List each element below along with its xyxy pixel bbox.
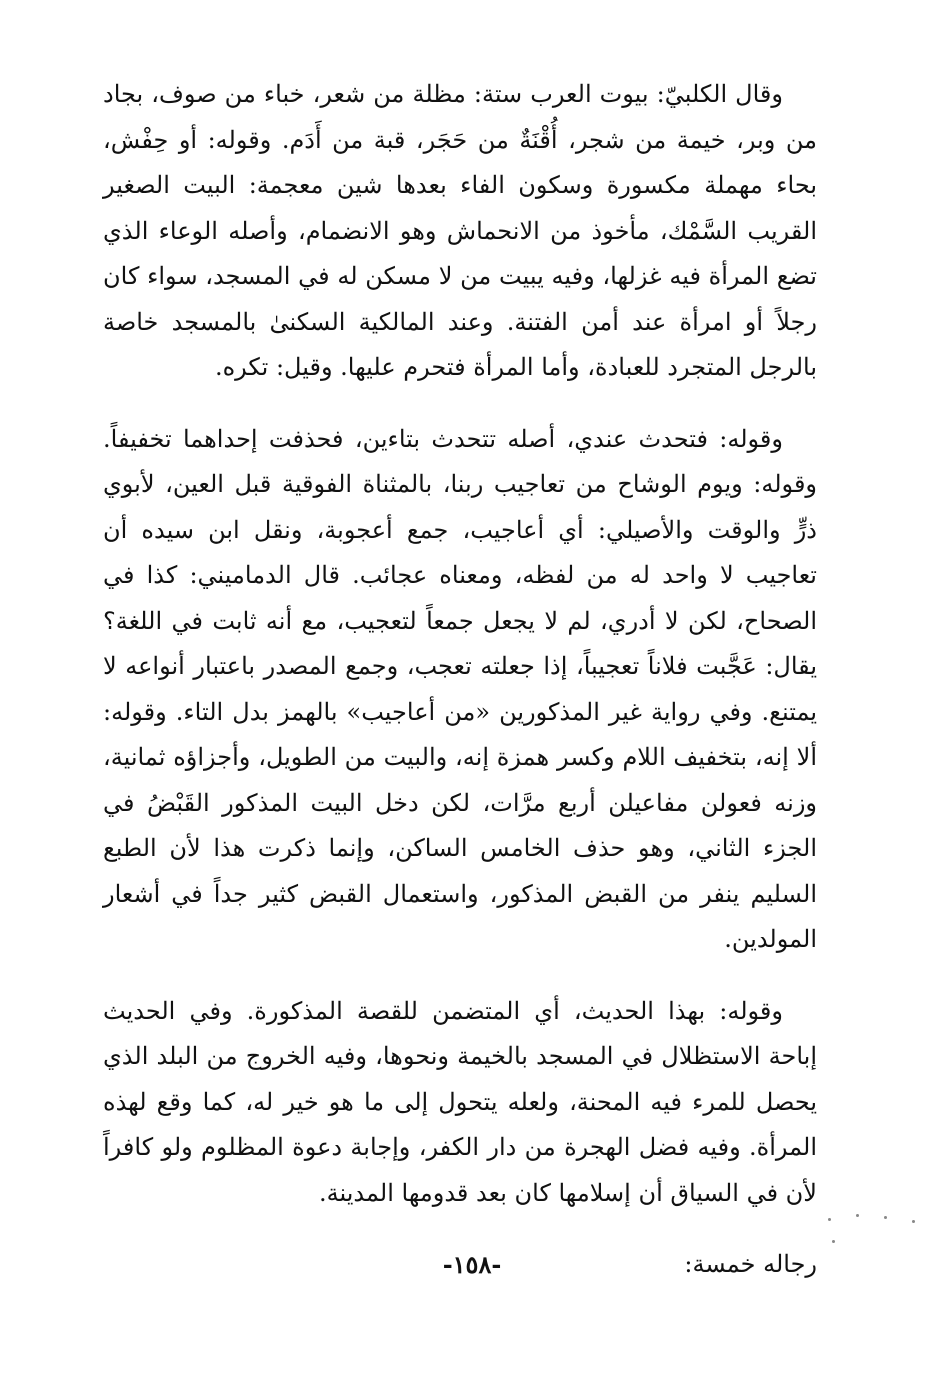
paragraph-tent-types: وقال الكلبيّ: بيوت العرب ستة: مظلة من شعر، خباء من صوف، بجاد من وبر، خيمة من شجر، أُقْنَةٌ من حَجَر، قبة من أَدَم. وقوله: أو حِفْش، بحاء مهملة مكسورة وسكون الفاء بعدها شين معجمة: البيت الصغير القريب السَّمْك، مأخوذ من الانحماش وهو الانضمام، وأصله الوعاء الذي تضع المرأة فيه غزلها، وفيه يبيت من لا مسكن له في المسجد، سواء كان رجلاً أو امرأة عند أمن الفتنة. وعند المالكية السكنىٰ بالمسجد خاصة بالرجل المتجرد للعبادة، وأما المرأة فتحرم عليها. وقيل: تكره. [103,80,817,381]
paragraph-taajib-explanation: وقوله: فتحدث عندي، أصله تتحدث بتاءين، فحذفت إحداهما تخفيفاً. وقوله: ويوم الوشاح من تعاجيب ربنا، بالمثناة الفوقية قبل العين، لأبوي ذرٍّ والوقت والأصيلي: أي أعاجيب، جمع أعجوبة، ونقل ابن سيده أن تعاجيب لا واحد له من لفظه، ومعناه عجائب. قال الدماميني: كذا في الصحاح، لكن لا أدري، لم لا يجعل جمعاً لتعجيب، مع أنه ثابت في اللغة؟ يقال: عَجَّبت فلاناً تعجيباً، إذا جعلته تعجب، وجمع المصدر باعتبار أنواعه لا يمتنع. وفي رواية غير المذكورين «من أعاجيب» بالهمز بدل التاء. وقوله: ألا إنه، بتخفيف اللام وكسر همزة إنه، والبيت من الطويل، وأجزاؤه ثمانية، وزنه فعولن مفاعيلن أربع مرَّات، لكن دخل البيت المذكور القَبْضُ في الجزء الثاني، وهو حذف الخامس الساكن، وإنما ذكرت هذا لأن الطبع السليم ينفر من القبض المذكور، واستعمال القبض كثير جداً في أشعار المولدين. [103,424,818,953]
page-number: -١٥٨- [442,1250,502,1279]
paragraph-hadith-benefits: وقوله: بهذا الحديث، أي المتضمن للقصة المذكورة. وفي الحديث إباحة الاستظلال في المسجد بالخيمة ونحوها، وفيه الخروج من البلد الذي يحصل للمرء فيه المحنة، ولعله يتحول إلى ما هو خير له، كما وقع لهذه المرأة. وفيه فضل الهجرة من دار الكفر، وإجابة دعوة المظلوم ولو كافراً لأن في السياق أن إسلامها كان بعد قدومها المدينة. [103,996,817,1207]
scan-speck-marks [826,1210,936,1250]
page-body-text [103,72,817,1288]
paragraph-narrators-heading: رجاله خمسة: [684,1250,817,1278]
